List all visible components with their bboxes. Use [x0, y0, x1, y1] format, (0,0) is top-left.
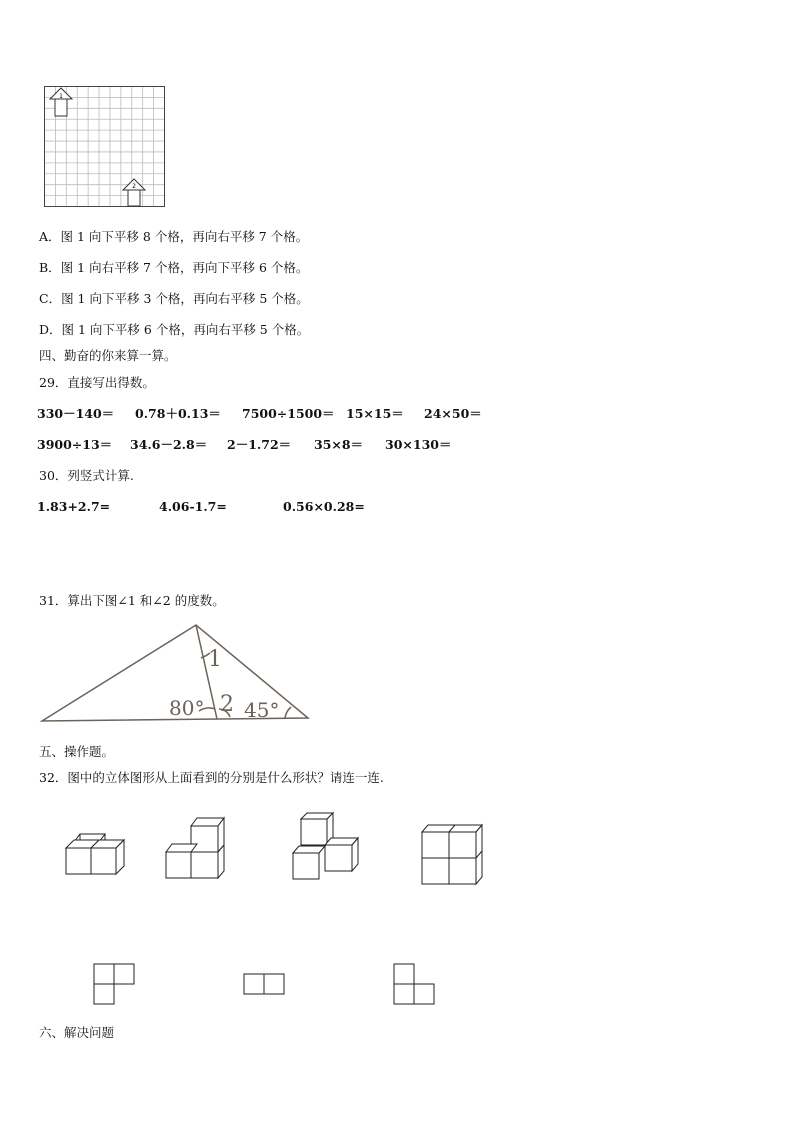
section5-title: 五、操作题。: [39, 744, 115, 759]
cube-figure-1: [64, 832, 134, 882]
q30-title: 30．列竖式计算.: [39, 468, 134, 483]
q29-r2-c2: 34.6－2.8＝: [130, 437, 208, 452]
top-view-2: [243, 973, 287, 997]
q29-r2-c1: 3900÷13＝: [37, 437, 113, 452]
q29-r2-c3: 2－1.72＝: [227, 437, 292, 452]
q32-title: 32．图中的立体图形从上面看到的分别是什么形状？请连一连.: [39, 770, 384, 785]
q29-r2-c4: 35×8＝: [314, 437, 364, 452]
section6-title: 六、解决问题: [39, 1025, 115, 1040]
angle2-label: 2: [220, 692, 234, 717]
section4-title: 四、勤奋的你来算一算。: [39, 348, 177, 363]
option-c: C．图 1 向下平移 3 个格，再向右平移 5 个格。: [39, 291, 309, 306]
q29-r1-c5: 24×50＝: [424, 406, 482, 421]
house-shape-2: [123, 179, 145, 206]
angle80-label: 80°: [169, 696, 205, 720]
angle45-label: 45°: [244, 698, 280, 722]
top-view-1: [93, 963, 137, 1007]
cube-figure-4: [420, 822, 490, 887]
q30-item-2: 4.06-1.7=: [159, 499, 227, 514]
q30-item-3: 0.56×0.28=: [283, 499, 365, 514]
q29-r1-c3: 7500÷1500＝: [242, 406, 335, 421]
top-view-3: [393, 963, 437, 1007]
cube-figure-2: [164, 815, 234, 880]
q31-title: 31．算出下图∠1 和∠2 的度数。: [39, 593, 225, 608]
q29-r1-c1: 330－140＝: [37, 406, 115, 421]
cube-figure-3: [291, 811, 366, 881]
house-shape-1: [50, 88, 72, 116]
option-a: A．图 1 向下平移 8 个格，再向右平移 7 个格。: [39, 229, 309, 244]
angle1-label: 1: [208, 647, 222, 672]
q29-r1-c2: 0.78＋0.13＝: [135, 406, 221, 421]
option-d: D．图 1 向下平移 6 个格，再向右平移 5 个格。: [39, 322, 310, 337]
q29-title: 29．直接写出得数。: [39, 375, 155, 390]
option-b: B．图 1 向右平移 7 个格，再向下平移 6 个格。: [39, 260, 309, 275]
shape2-label: 2: [132, 183, 136, 190]
triangle-figure: [38, 620, 328, 730]
q29-r2-c5: 30×130＝: [385, 437, 452, 452]
q30-item-1: 1.83+2.7=: [37, 499, 111, 514]
q29-r1-c4: 15×15＝: [346, 406, 404, 421]
shape1-label: 1: [59, 93, 63, 100]
grid-figure: [44, 86, 166, 208]
